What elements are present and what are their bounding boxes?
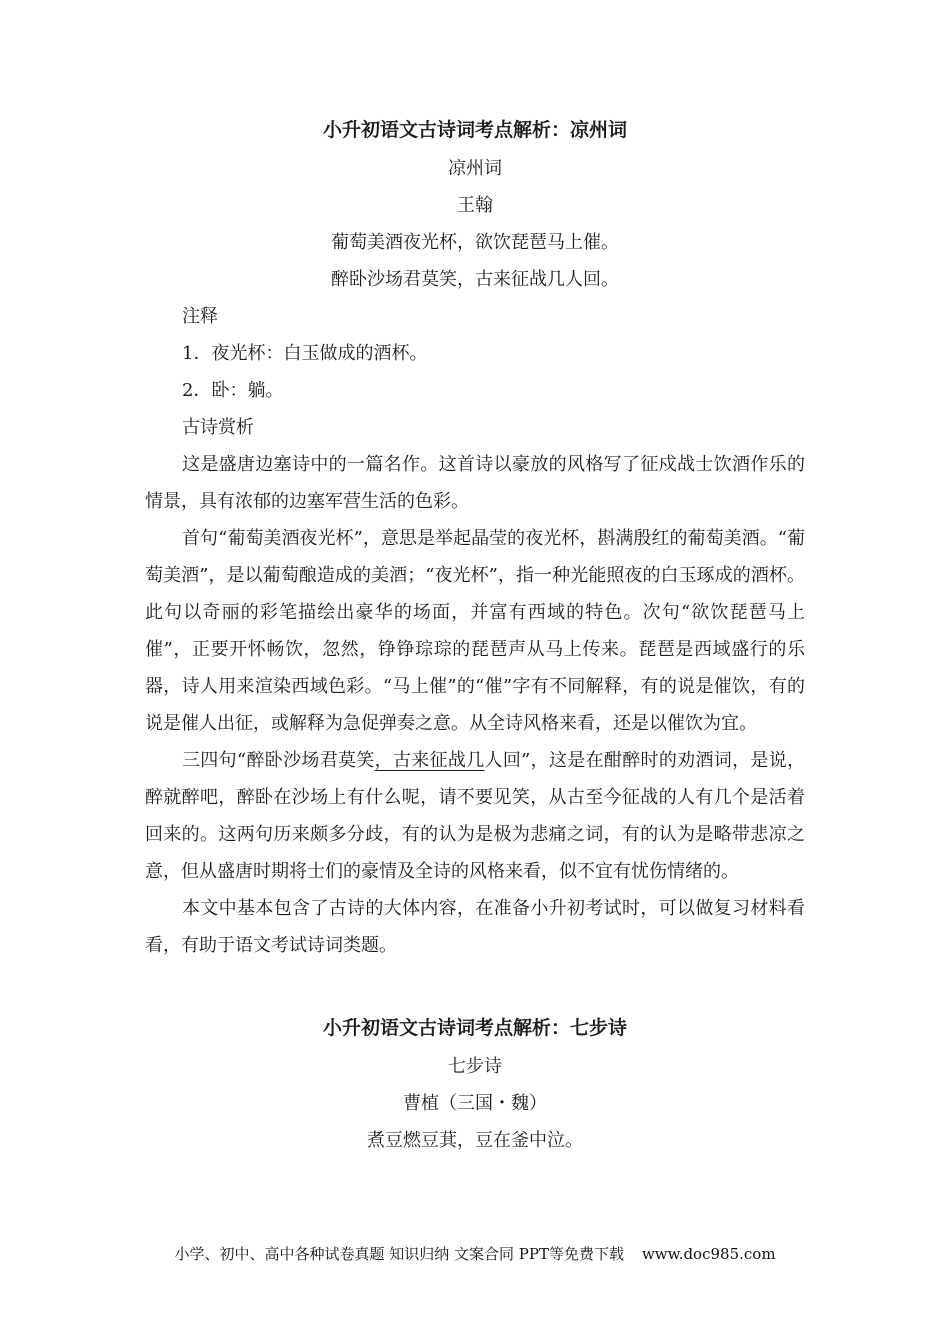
notes-heading: 注释 [182,306,218,327]
poem-title: 凉州词 [448,158,502,179]
analysis-paragraph-3 [145,742,805,890]
document-page [145,110,805,1159]
poem-verse-2: 醉卧沙场君莫笑，古来征战几人回。 [331,269,619,290]
analysis-paragraph-2: 首句“葡萄美酒夜光杯”，意思是举起晶莹的夜光杯，斟满殷红的葡萄美酒。“葡萄美酒”，是以葡萄酿造成的美酒；“夜光杯”，指一种光能照夜的白玉琢成的酒杯。此句以奇丽的彩笔描绘出豪华的场面，并富有西域的特色。次句“欲饮琵琶马上催”，正要开怀畅饮，忽然，铮铮琮琮的琵琶声从马上传来。琵琶是西域盛行的乐器，诗人用来渲染西域色彩。“马上催”的“催”字有不同解释，有的说是催饮，有的说是催人出征，或解释为急促弹奏之意。从全诗风格来看，还是以催饮为宜。 [145,528,805,734]
paragraph-3-start: 三四句“醉卧沙场君莫笑 [182,750,375,771]
paragraph-3-rest: 人回”，这是在酣醉时的劝酒词，是说，醉就醉吧，醉卧在沙场上有什么呢，请不要见笑，从古至今征战的人有几个是活着回来的。这两句历来颇多分歧，有的认为是极为悲痛之词，有的认为是略带悲凉之意，但从盛唐时期将士们的豪情及全诗的风格来看，似不宜有忧伤情绪的。 [145,750,806,882]
poem2-title: 七步诗 [448,1056,502,1077]
section2-title: 小升初语文古诗词考点解析：七步诗 [322,1017,627,1039]
underlined-phrase: ，古来征战几 [374,750,485,771]
note-1: 1．夜光杯：白玉做成的酒杯。 [182,343,428,364]
page-footer [0,1243,950,1264]
section1-title: 小升初语文古诗词考点解析：凉州词 [322,119,627,141]
analysis-paragraph-1: 这是盛唐边塞诗中的一篇名作。这首诗以豪放的风格写了征戍战士饮酒作乐的情景，具有浓郁的边塞军营生活的色彩。 [145,454,805,512]
analysis-heading: 古诗赏析 [182,417,254,438]
note-2: 2．卧：躺。 [182,380,284,401]
poem-author: 王翰 [457,195,493,216]
poem2-verse-1: 煮豆燃豆萁，豆在釜中泣。 [367,1130,583,1151]
footer-text: 小学、初中、高中各种试卷真题 知识归纳 文案合同 PPT等免费下载 [174,1245,624,1263]
poem-verse-1: 葡萄美酒夜光杯，欲饮琵琶马上催。 [331,232,619,253]
footer-site-link[interactable]: www.doc985.com [641,1245,776,1263]
analysis-paragraph-4: 本文中基本包含了古诗的大体内容，在准备小升初考试时，可以做复习材料看看，有助于语文考试诗词类题。 [145,898,805,956]
poem2-author: 曹植（三国・魏） [403,1093,547,1114]
